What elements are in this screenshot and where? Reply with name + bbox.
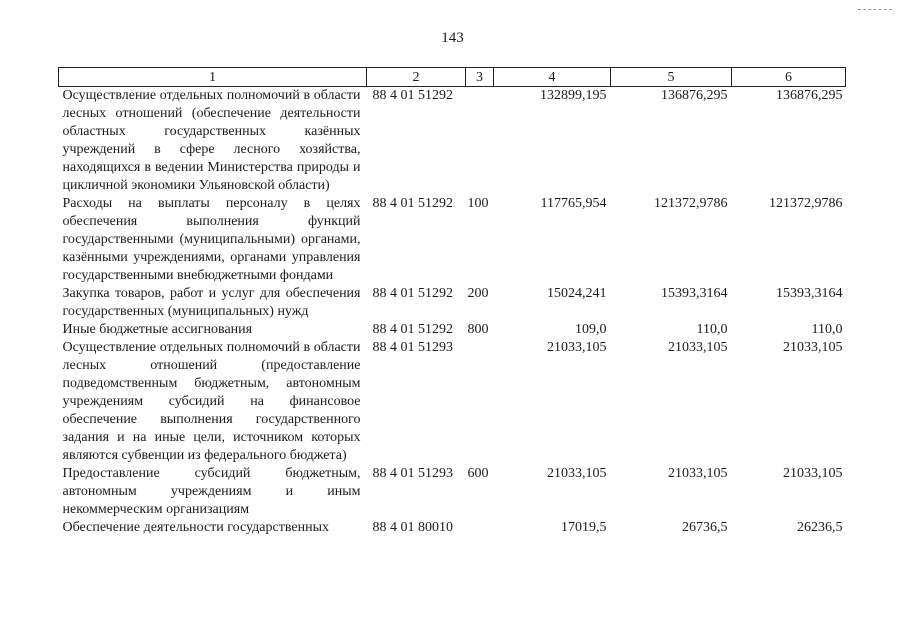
row-value-col6: 121372,9786 <box>769 196 843 211</box>
row-description: Закупка товаров, работ и услуг для обеспечения государственных (муниципальных) нужд <box>62 286 361 319</box>
table-row <box>59 321 846 339</box>
row-value-col6: 21033,105 <box>783 340 843 355</box>
row-value-col5: 21033,105 <box>668 466 728 481</box>
scan-artifact-line <box>858 9 892 10</box>
row-code: 88 4 01 51292 <box>372 88 453 103</box>
table-row <box>59 285 846 321</box>
row-expense-type: 600 <box>467 466 489 481</box>
row-expense-type: 800 <box>467 322 489 337</box>
row-value-col6: 15393,3164 <box>776 286 843 301</box>
header-col-4: 4 <box>494 68 611 87</box>
header-col-3: 3 <box>466 68 494 87</box>
row-expense-type <box>466 87 494 196</box>
row-value-col4: 117765,954 <box>540 196 607 211</box>
table-row <box>59 519 846 537</box>
row-expense-type <box>466 339 494 465</box>
header-col-5: 5 <box>611 68 732 87</box>
row-description: Осуществление отдельных полномочий в области лесных отношений (предоставление подведомственным бюджетным, автономным учреждениям субсидий на финансовое обеспечение выполнения государственного задания и на иные цели, источником которых являются субвенции из федерального бюджета) <box>62 340 361 463</box>
header-col-6: 6 <box>732 68 846 87</box>
table-row <box>59 87 846 196</box>
row-expense-type: 200 <box>467 286 489 301</box>
row-description: Предоставление субсидий бюджетным, автономным учреждениям и иным некоммерческим организациям <box>62 466 361 517</box>
table-header <box>59 68 846 87</box>
row-value-col6: 136876,295 <box>776 88 843 103</box>
table-row <box>59 465 846 519</box>
row-code: 88 4 01 80010 <box>372 520 453 535</box>
row-description: Осуществление отдельных полномочий в области лесных отношений (обеспечение деятельности областных государственных казённых учреждений в сфере лесного хозяйства, находящихся в ведении Министерства природы и цикличной экономики Ульяновской области) <box>62 88 361 193</box>
header-row <box>59 68 846 87</box>
row-description: Расходы на выплаты персоналу в целях обеспечения выполнения функций государственными (муниципальными) органами, казёнными учреждениями, органами управления государственными внебюджетными фондами <box>62 196 361 283</box>
row-expense-type: 100 <box>467 196 489 211</box>
row-value-col4: 21033,105 <box>547 340 607 355</box>
row-value-col4: 21033,105 <box>547 466 607 481</box>
row-value-col4: 17019,5 <box>561 520 607 535</box>
row-code: 88 4 01 51293 <box>372 340 453 355</box>
row-value-col6: 21033,105 <box>783 466 843 481</box>
row-value-col4: 15024,241 <box>547 286 607 301</box>
row-code: 88 4 01 51293 <box>372 466 453 481</box>
row-value-col4: 109,0 <box>575 322 607 337</box>
row-value-col6: 26236,5 <box>797 520 843 535</box>
row-value-col5: 21033,105 <box>668 340 728 355</box>
row-code: 88 4 01 51292 <box>372 286 453 301</box>
row-value-col5: 110,0 <box>696 322 728 337</box>
row-value-col6: 110,0 <box>811 322 843 337</box>
row-expense-type <box>466 519 494 537</box>
row-code: 88 4 01 51292 <box>372 322 453 337</box>
row-value-col5: 136876,295 <box>661 88 728 103</box>
page-number: 143 <box>441 30 464 46</box>
budget-table <box>58 67 846 537</box>
row-code: 88 4 01 51292 <box>372 196 453 211</box>
row-value-col5: 26736,5 <box>682 520 728 535</box>
table-row <box>59 339 846 465</box>
table-body <box>59 87 846 538</box>
row-value-col5: 15393,3164 <box>661 286 728 301</box>
row-description: Иные бюджетные ассигнования <box>62 322 253 337</box>
header-col-2: 2 <box>367 68 466 87</box>
row-description: Обеспечение деятельности государственных <box>62 520 329 535</box>
header-col-1: 1 <box>59 68 367 87</box>
row-value-col4: 132899,195 <box>540 88 607 103</box>
table-row <box>59 195 846 285</box>
row-value-col5: 121372,9786 <box>654 196 728 211</box>
